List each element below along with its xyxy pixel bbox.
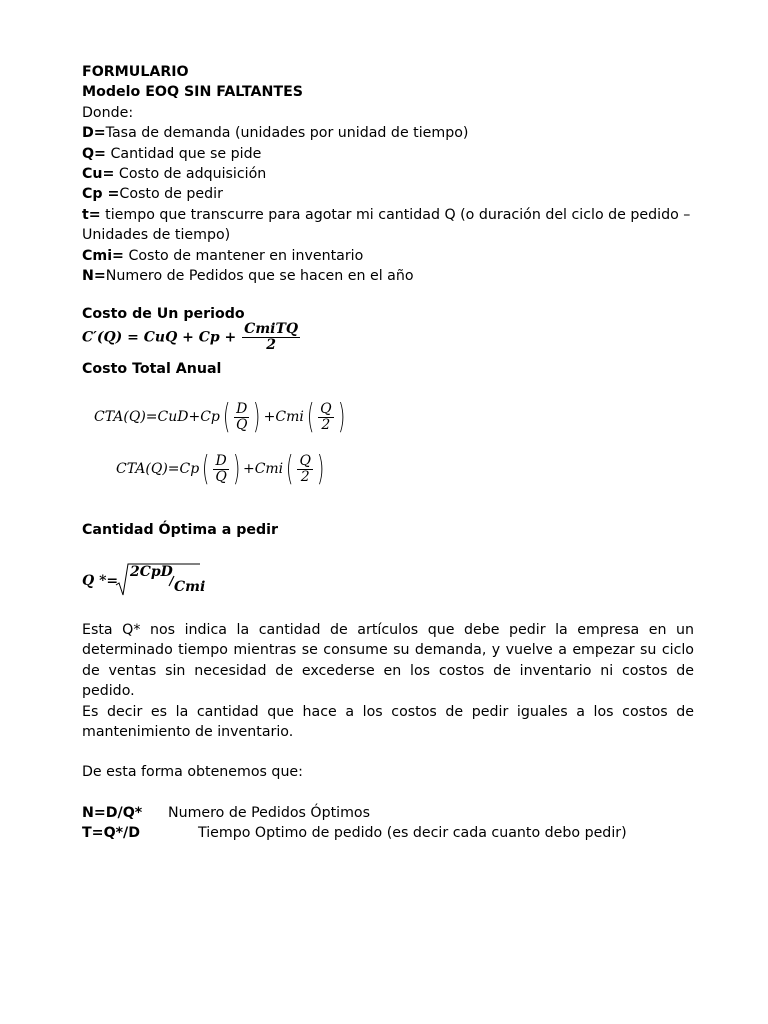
costo-periodo-heading: Costo de Un periodo	[82, 306, 245, 322]
definition-cu	[82, 164, 694, 184]
right-paren: )	[337, 397, 345, 437]
fraction-numerator: D	[215, 452, 227, 469]
result-text: Numero de Pedidos Óptimos	[168, 804, 370, 821]
left-paren: (	[286, 449, 294, 489]
formula-part: CTA(Q)=CuD+Cp	[94, 409, 220, 425]
fraction-numerator: D	[236, 400, 248, 417]
paragraph: Esta Q* nos indica la cantidad de artículos que debe pedir la empresa en un determinado tiempo mientras se consume su demanda, y vuelve a empezar su ciclo de ventas sin necesidad de excederse en los costos de inventario ni costos de pedido.	[82, 622, 694, 700]
sqrt-denominator: Cmi	[174, 579, 206, 595]
definition-symbol: t=	[82, 206, 101, 223]
definition-t-continued	[82, 225, 694, 245]
formula-part: +Cmi	[263, 409, 304, 425]
costo-periodo-formula	[82, 322, 301, 353]
model-subtitle: Modelo EOQ SIN FALTANTES	[82, 84, 304, 101]
definition-symbol: D=	[82, 125, 106, 142]
fraction-numerator: Q	[320, 400, 332, 417]
definition-text: Numero de Pedidos que se hacen en el año	[105, 268, 414, 285]
formula-part: CTA(Q)=Cp	[116, 461, 200, 477]
fraction-numerator: CmiTQ	[244, 321, 299, 337]
left-paren: (	[306, 397, 315, 437]
definition-d	[82, 123, 694, 143]
fraction-denominator: 2	[300, 468, 310, 485]
definition-symbol: Q=	[82, 145, 106, 162]
costo-total-formula-2	[116, 449, 327, 489]
definition-symbol: Cmi=	[82, 247, 124, 264]
definition-text: Costo de mantener en inventario	[123, 247, 364, 264]
costo-total-heading: Costo Total Anual	[82, 361, 222, 377]
definition-cp	[82, 184, 694, 204]
formula-fraction	[234, 402, 249, 433]
explanation-block	[82, 620, 694, 844]
right-paren: )	[232, 449, 240, 489]
result-t	[82, 823, 694, 843]
formula-fraction	[318, 402, 333, 433]
formula-lhs: Q *=	[82, 573, 119, 589]
right-paren: )	[253, 397, 261, 437]
fraction-denominator: Q	[236, 416, 248, 433]
result-n	[82, 803, 694, 823]
definition-text: Tasa de demanda (unidades por unidad de tiempo)	[105, 125, 469, 142]
obtenemos-text: De esta forma obtenemos que:	[82, 764, 303, 781]
formula-fraction	[213, 454, 228, 485]
cantidad-optima-heading: Cantidad Óptima a pedir	[82, 522, 279, 538]
formula-part: +Cmi	[242, 461, 284, 477]
fraction-denominator: 2	[321, 416, 331, 433]
definition-n	[82, 266, 694, 286]
formula-fraction	[242, 322, 300, 353]
fraction-denominator: 2	[266, 337, 276, 353]
definition-t	[82, 205, 694, 225]
fraction-numerator: Q	[299, 452, 311, 469]
donde-label: Donde:	[82, 104, 134, 121]
definition-text: Costo de pedir	[119, 186, 223, 203]
definition-symbol: Cu=	[82, 166, 115, 183]
result-text: Tiempo Optimo de pedido (es decir cada cuanto debo pedir)	[198, 825, 627, 842]
result-symbol: T=Q*/D	[82, 825, 141, 842]
paragraph: Es decir es la cantidad que hace a los costos de pedir iguales a los costos de mantenimiento de inventario.	[82, 703, 694, 741]
formula-lhs: C′(Q) = CuQ + Cp +	[82, 329, 242, 346]
costo-total-formula-1	[94, 397, 348, 437]
definition-text: Cantidad que se pide	[105, 145, 262, 162]
right-paren: )	[316, 449, 325, 489]
result-symbol: N=D/Q*	[82, 804, 143, 821]
definition-text: Costo de adquisición	[114, 166, 267, 183]
fraction-denominator: Q	[215, 468, 227, 485]
left-paren: (	[222, 397, 231, 437]
definition-symbol: N=	[82, 268, 106, 285]
definition-text: Unidades de tiempo)	[82, 227, 231, 244]
definition-symbol: Cp =	[82, 186, 120, 203]
sqrt-numerator: 2CpD	[130, 564, 173, 580]
formula-fraction	[297, 454, 312, 485]
document-page	[82, 62, 694, 286]
definition-text: tiempo que transcurre para agotar mi cantidad Q (o duración del ciclo de pedido –	[100, 206, 691, 223]
left-paren: (	[202, 449, 210, 489]
definition-cmi	[82, 246, 694, 266]
document-title: FORMULARIO	[82, 64, 189, 80]
definition-q	[82, 144, 694, 164]
cantidad-optima-formula	[82, 558, 222, 598]
